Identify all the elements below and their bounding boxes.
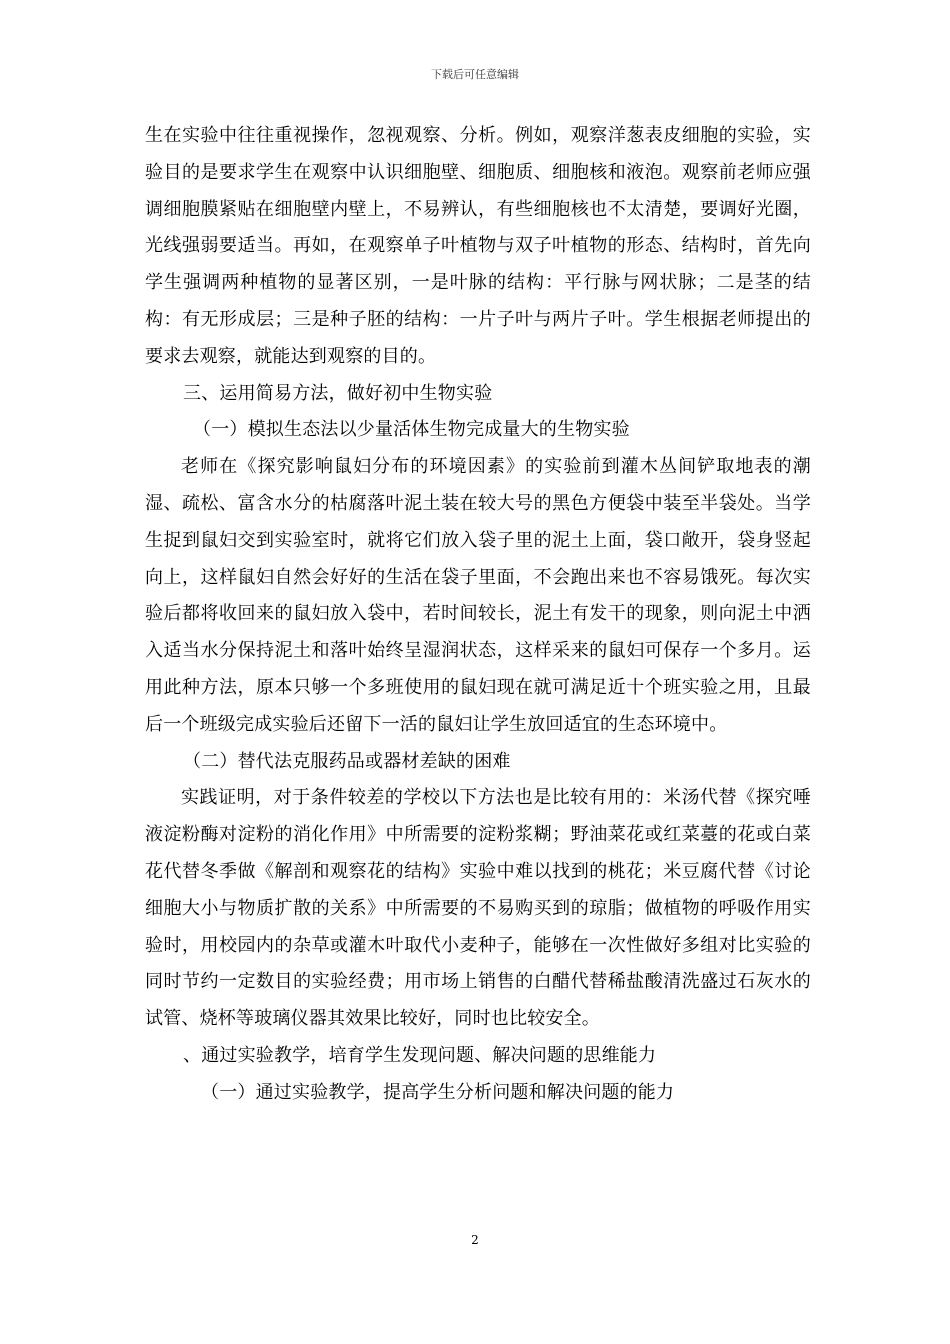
paragraph-substitution-methods: 实践证明，对于条件较差的学校以下方法也是比较有用的：米汤代替《探究唾液淀粉酶对淀粉的消化作用》中所需要的淀粉浆糊；野油菜花或红菜薹的花或白菜花代替冬季做《解剖和观察花的结构》实验中难以找到的桃花；米豆腐代替《讨论细胞大小与物质扩散的关系》中所需要的不易购买到的琼脂；做植物的呼吸作用实验时，用校园内的杂草或灌木叶取代小麦种子，能够在一次性做好多组对比实验的同时节约一定数目的实验经费；用市场上销售的白醋代替稀盐酸清洗盛过石灰水的试管、烧杯等玻璃仪器其效果比较好，同时也比较安全。 — [145, 787, 811, 1030]
section-heading-simple-methods: 三、运用简易方法，做好初中生物实验 — [183, 382, 493, 404]
subsection-heading-substitution: （二）替代法克服药品或器材差缺的困难 — [183, 750, 511, 772]
document-body — [145, 118, 811, 1112]
paragraph-observation: 生在实验中往往重视操作，忽视观察、分析。例如，观察洋葱表皮细胞的实验，实验目的是要求学生在观察中认识细胞壁、细胞质、细胞核和液泡。观察前老师应强调细胞膜紧贴在细胞壁内壁上，不易辨认，有些细胞核也不太清楚，要调好光圈，光线强弱要适当。再如，在观察单子叶植物与双子叶植物的形态、结构时，首先向学生强调两种植物的显著区别，一是叶脉的结构：平行脉与网状脉；二是茎的结构：有无形成层；三是种子胚的结构：一片子叶与两片子叶。学生根据老师提出的要求去观察，就能达到观察的目的。 — [145, 125, 811, 367]
subsection-heading-ecological-simulation: （一）模拟生态法以少量活体生物完成量大的生物实验 — [193, 419, 630, 441]
subsection-heading-analysis-ability: （一）通过实验教学，提高学生分析问题和解决问题的能力 — [201, 1081, 675, 1103]
paragraph-woodlouse-experiment: 老师在《探究影响鼠妇分布的环境因素》的实验前到灌木丛间铲取地表的潮湿、疏松、富含水分的枯腐落叶泥土装在较大号的黑色方便袋中装至半袋处。当学生捉到鼠妇交到实验室时，就将它们放入袋子里的泥土上面，袋口敞开，袋身竖起向上，这样鼠妇自然会好好的生活在袋子里面，不会跑出来也不容易饿死。每次实验后都将收回来的鼠妇放入袋中，若时间较长，泥土有发干的现象，则向泥土中洒入适当水分保持泥土和落叶始终呈湿润状态，这样采来的鼠妇可保存一个多月。运用此种方法，原本只够一个多班使用的鼠妇现在就可满足近十个班实验之用，且最后一个班级完成实验后还留下一活的鼠妇让学生放回适宜的生态环境中。 — [145, 456, 811, 735]
page-number: 2 — [471, 1233, 479, 1247]
page-header: 下载后可任意编辑 — [431, 68, 519, 81]
section-heading-thinking-ability: 、通过实验教学，培育学生发现问题、解决问题的思维能力 — [183, 1044, 657, 1066]
